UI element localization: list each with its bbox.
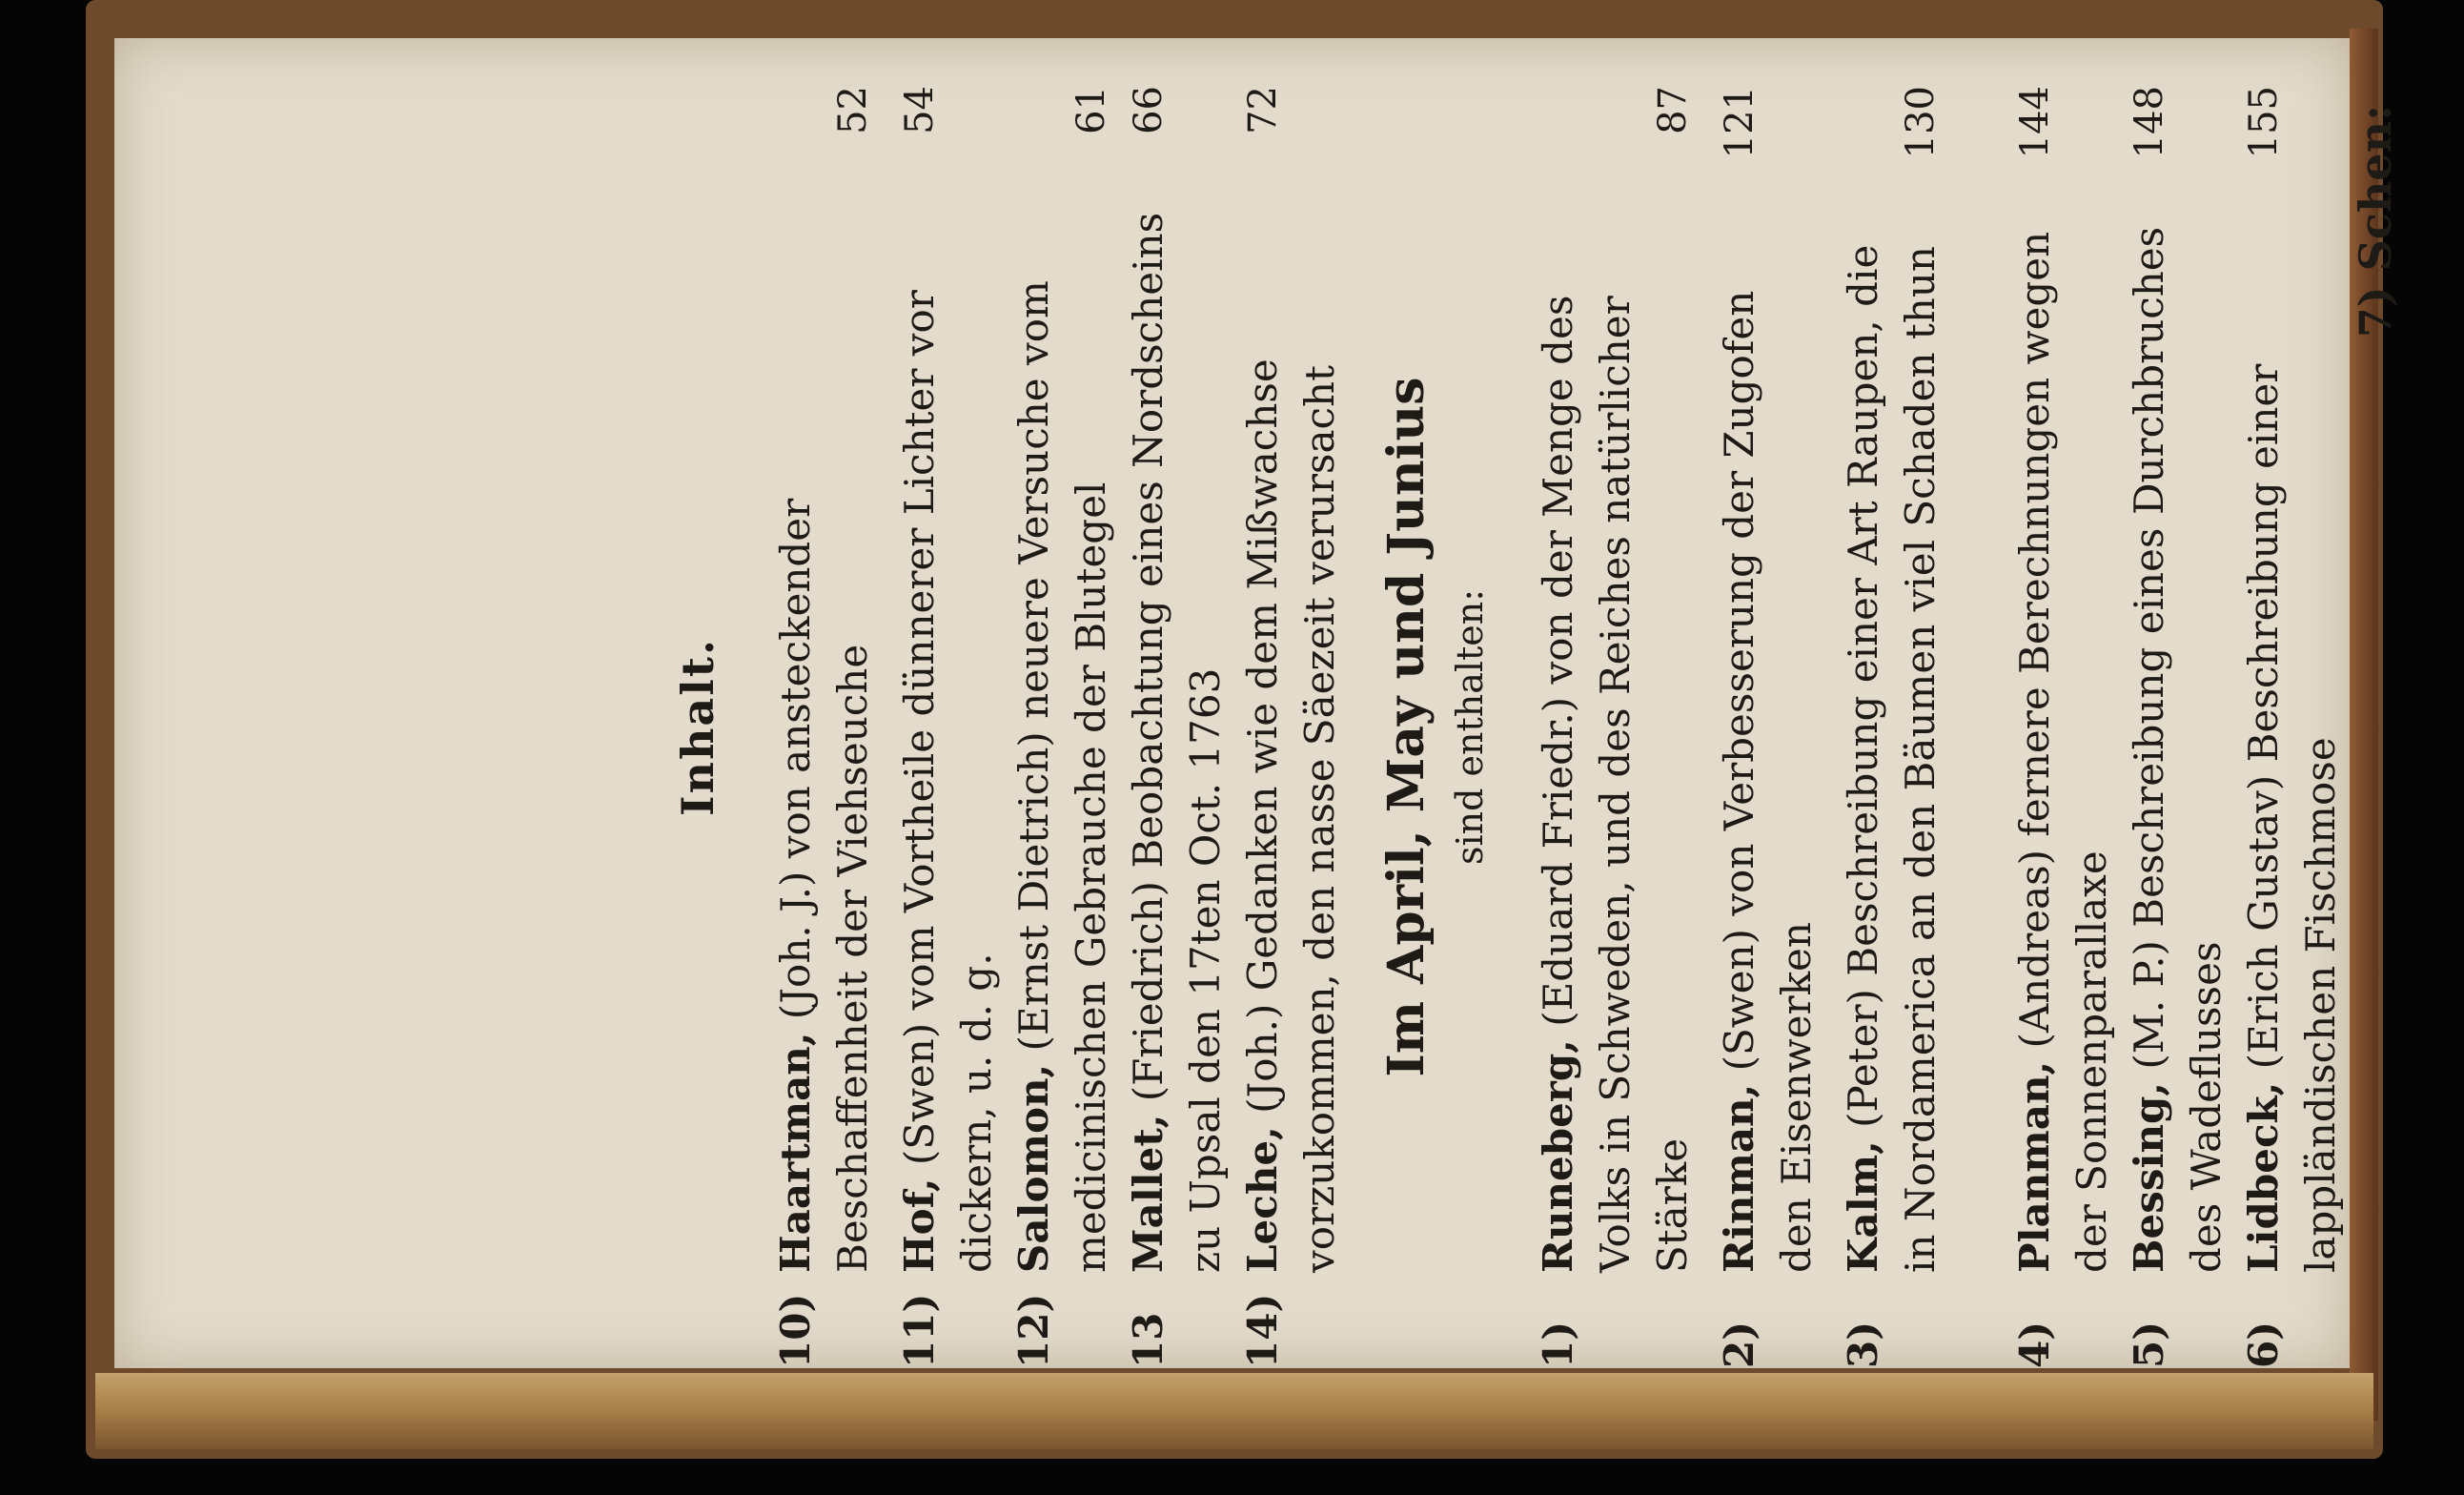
book-page (114, 38, 2401, 1368)
entry-author: Lidbeck, (2240, 1081, 2287, 1273)
entry-text (2235, 205, 2350, 1273)
entry-page-number: 54 (898, 86, 942, 134)
entry-text (2121, 205, 2235, 1273)
entry-page-number: 121 (1718, 86, 1761, 159)
entry-page-number: 72 (1241, 86, 1285, 134)
entry-page-number: 148 (2128, 86, 2171, 159)
entry-title: (Swen) vom Vortheile dünnerer Lichter vor dickern, u. d. g. (896, 290, 1000, 1273)
entry-author: Kalm, (1840, 1140, 1886, 1273)
entry-number: 11) (896, 1293, 943, 1368)
entry-title: (Joh. J.) von ansteckender Beschaffenheit der Viehseuche (772, 498, 876, 1273)
entry-title: (M. P.) Beschreibung eines Durchbruches des Wadeflusses (2126, 226, 2230, 1273)
entry-author: Rinman, (1716, 1083, 1762, 1273)
entry-text (1835, 205, 1949, 1273)
rotated-text-block (272, 86, 2416, 1368)
entry-page-number: 155 (2242, 86, 2286, 159)
entry-number: 2) (1716, 1321, 1762, 1368)
entry-title: (Joh.) Gedanken wie dem Mißwachse vorzukommen, den nasse Säezeit verursacht (1239, 358, 1343, 1273)
entry-author: Leche, (1239, 1126, 1286, 1273)
entry-number: 3) (1840, 1321, 1886, 1368)
entry-text (767, 205, 882, 1273)
entry-number: 14) (1239, 1293, 1286, 1368)
entry-author: Bessing, (2126, 1082, 2172, 1273)
entry-author: Salomon, (1010, 1063, 1057, 1273)
page-heading: Inhalt. (672, 638, 723, 816)
entry-title: (Friedrich) Beobachtung eines Nordscheins zu Upsal den 17ten Oct. 1763 (1125, 212, 1229, 1273)
entry-text (1234, 205, 1349, 1273)
entry-author: Planman, (2011, 1060, 2058, 1273)
entry-page-number: 61 (1069, 86, 1113, 134)
entry-text (891, 205, 1006, 1273)
entry-page-number: 66 (1127, 86, 1171, 134)
entry-number: 5) (2126, 1321, 2172, 1368)
entry-text (1711, 205, 1825, 1273)
entry-number: 10) (772, 1293, 819, 1368)
entry-author: Mallet, (1125, 1114, 1171, 1273)
entry-text (2006, 205, 2121, 1273)
entry-number: 13 (1125, 1312, 1171, 1368)
entry-text (1530, 205, 1701, 1273)
section-subtitle: sind enthalten: (1449, 588, 1491, 866)
entry-number: 4) (2011, 1321, 2058, 1368)
entry-author: Hof, (896, 1178, 943, 1273)
entry-number: 6) (2240, 1321, 2287, 1368)
entry-author: Haartman, (772, 1032, 819, 1273)
section-title: Im April, May und Junius (1377, 377, 1436, 1077)
entry-title: (Eduard Friedr.) von der Menge des Volks in Schweden, und des Reiches natürlicher Stärke (1535, 295, 1696, 1273)
entry-title: (Andreas) fernere Berechnungen wegen der Sonnenparallaxe (2011, 231, 2115, 1273)
entry-author: Runeberg, (1535, 1039, 1581, 1273)
entry-page-number: 87 (1651, 86, 1695, 134)
entry-number: 1) (1535, 1321, 1581, 1368)
entry-number: 12) (1010, 1293, 1057, 1368)
book-spine (95, 1373, 2373, 1449)
entry-text (1006, 205, 1120, 1273)
entry-title: (Erich Gustav) Beschreibung einer lappländischen Fischmose (2240, 363, 2344, 1273)
entry-page-number: 130 (1899, 86, 1943, 159)
entry-title: (Swen) von Verbesserung der Zugofen den Eisenwerken (1716, 290, 1820, 1273)
entry-page-number: 144 (2013, 86, 2057, 159)
entry-title: (Ernst Dietrich) neuere Versuche vom medicinischen Gebrauche der Blutegel (1010, 280, 1114, 1273)
entry-title: (Peter) Beschreibung einer Art Raupen, die in Nordamerica an den Bäumen viel Schaden thun (1840, 244, 1944, 1273)
entry-text (1120, 205, 1234, 1273)
catchword: 7) Schen: (2350, 105, 2401, 338)
entry-page-number: 52 (831, 86, 875, 134)
